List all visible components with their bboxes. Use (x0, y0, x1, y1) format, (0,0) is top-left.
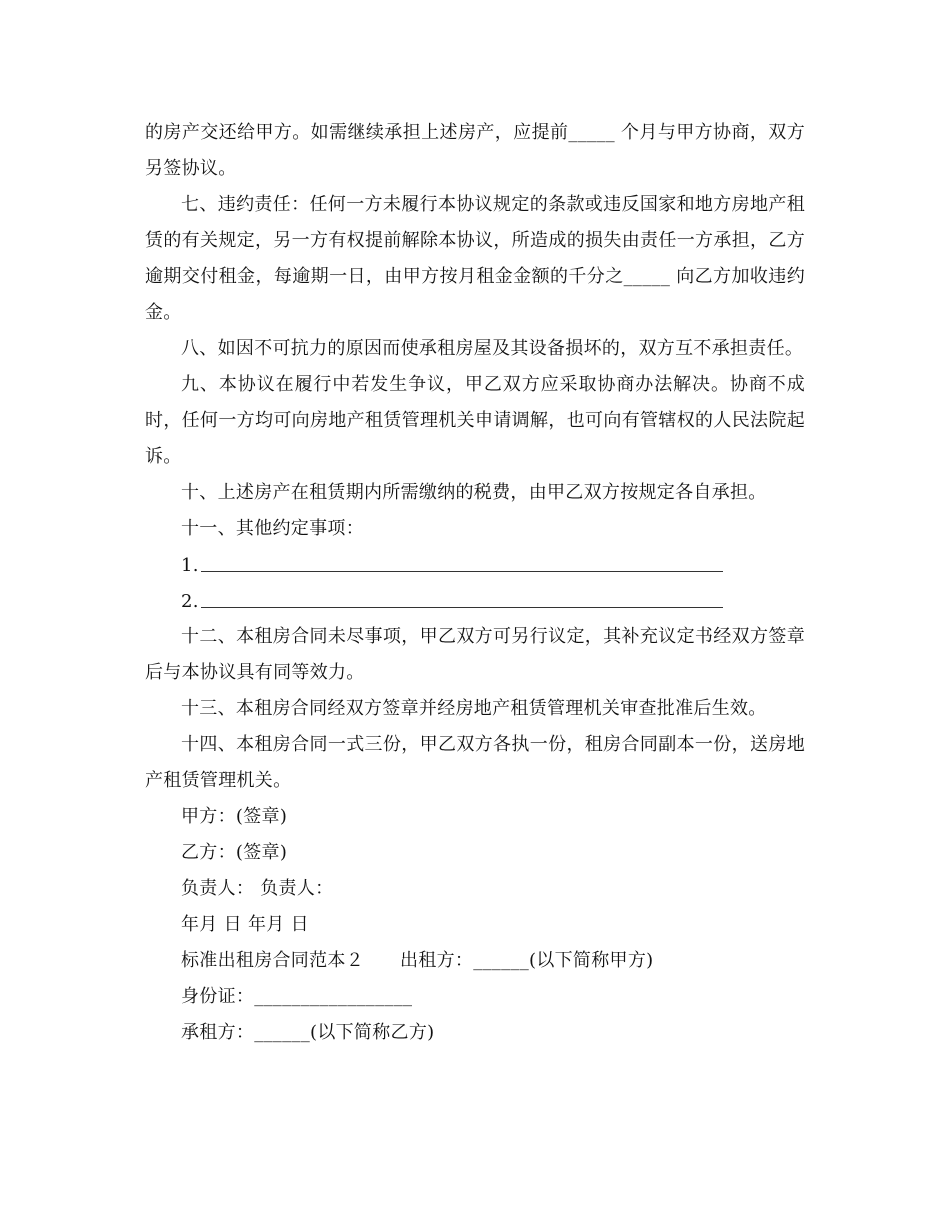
list-item-number: 2. (181, 591, 199, 612)
next-contract-title: 标准出租房合同范本２ (181, 950, 364, 971)
next-contract-lessor: 出租方：______(以下简称甲方) (400, 950, 654, 971)
signature-party-a: 甲方：(签章) (181, 806, 288, 827)
fill-in-line (201, 606, 723, 608)
signature-responsible: 负责人： 负责人： (181, 878, 334, 899)
next-contract-header (145, 943, 805, 979)
list-item-number: 1. (181, 555, 199, 576)
document-body (145, 115, 805, 1051)
paragraph-continuation: 的房产交还给甲方。如需继续承担上述房产，应提前_____ 个月与甲方协商，双方另签协议。 (145, 122, 805, 179)
next-contract-id-card: 身份证：_________________ (181, 986, 413, 1007)
next-contract-lessee: 承租方：______(以下简称乙方) (181, 1022, 435, 1043)
list-item (145, 583, 805, 619)
paragraph-breach-of-contract: 七、违约责任：任何一方未履行本协议规定的条款或违反国家和地方房地产租赁的有关规定，另一方有权提前解除本协议，所造成的损失由责任一方承担，乙方逾期交付租金，每逾期一日，由甲方按月租金金额的千分之_____ 向乙方加收违约金。 (145, 194, 805, 323)
paragraph-dispute-resolution: 九、本协议在履行中若发生争议，甲乙双方应采取协商办法解决。协商不成时，任何一方均可向房地产租赁管理机关申请调解，也可向有管辖权的人民法院起诉。 (145, 374, 805, 467)
paragraph-copies: 十四、本租房合同一式三份，甲乙双方各执一份，租房合同副本一份，送房地产租赁管理机关。 (145, 734, 805, 791)
list-item (145, 547, 805, 583)
paragraph-effectiveness: 十三、本租房合同经双方签章并经房地产租赁管理机关审查批准后生效。 (181, 698, 767, 719)
signature-date: 年月 日 年月 日 (181, 914, 309, 935)
paragraph-taxes: 十、上述房产在租赁期内所需缴纳的税费，由甲乙双方按规定各自承担。 (181, 482, 767, 503)
paragraph-other-terms: 十一、其他约定事项： (181, 518, 364, 539)
signature-party-b: 乙方：(签章) (181, 842, 288, 863)
paragraph-supplementary: 十二、本租房合同未尽事项，甲乙双方可另行议定，其补充议定书经双方签章后与本协议具有同等效力。 (145, 626, 805, 683)
paragraph-force-majeure: 八、如因不可抗力的原因而使承租房屋及其设备损坏的，双方互不承担责任。 (181, 338, 804, 359)
fill-in-line (201, 570, 723, 572)
